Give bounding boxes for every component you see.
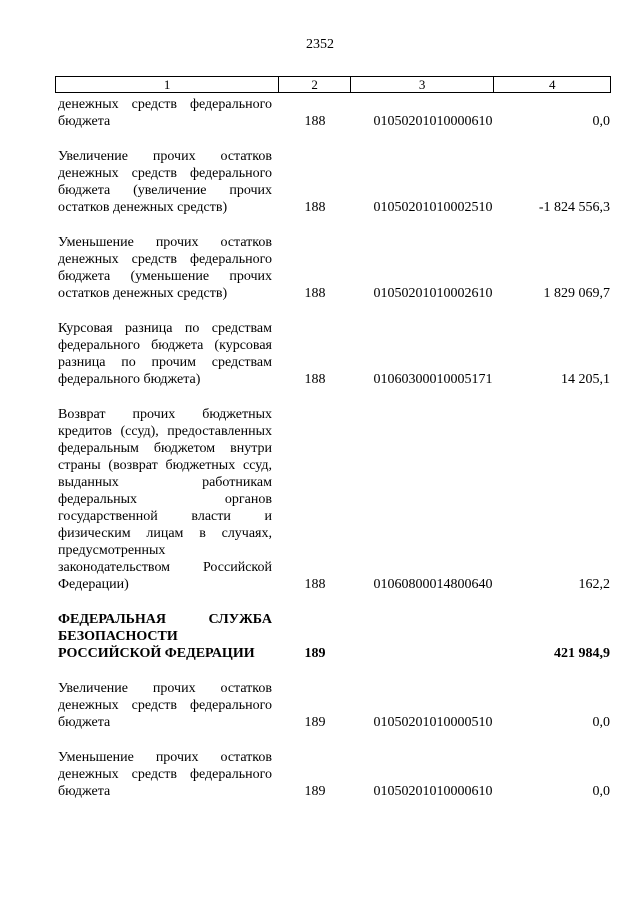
page-number: 2352: [306, 37, 334, 52]
row-amount: 1 829 069,7: [543, 286, 610, 301]
section-total-amount: 421 984,9: [554, 646, 610, 661]
row-kbk: 01050201010002610: [373, 286, 493, 301]
row-name: Увеличение прочих остатков денежных средств федерального бюджета (увеличение прочих остатков денежных средств): [58, 149, 272, 215]
row-amount: -1 824 556,3: [538, 200, 610, 215]
row-kbk: 01050201010002510: [373, 200, 493, 215]
row-kbk: 01050201010000510: [373, 715, 493, 730]
table-row: [58, 234, 610, 302]
row-name: Уменьшение прочих остатков денежных средств федерального бюджета (уменьшение прочих остатков денежных средств): [58, 235, 272, 301]
table-row: [58, 148, 610, 216]
header-col-4: 4: [493, 77, 610, 92]
row-code: 188: [304, 372, 326, 387]
row-code: 189: [304, 784, 326, 799]
row-name: Возврат прочих бюджетных кредитов (ссуд), предоставленных федеральным бюджетом внутри страны (возврат бюджетных ссуд, выданных работникам федеральных органов государственной власти и физическим лицам в случаях, предусмотренных законодательством Российской Федерации): [58, 407, 272, 592]
row-code: 188: [304, 577, 326, 592]
row-name: Увеличение прочих остатков денежных средств федерального бюджета: [58, 681, 272, 730]
row-amount: 0,0: [592, 715, 610, 730]
table-row-section-heading: [58, 611, 610, 662]
row-amount: 0,0: [592, 784, 610, 799]
row-name: Уменьшение прочих остатков денежных средств федерального бюджета: [58, 750, 272, 799]
table-row: [58, 320, 610, 388]
table-row: [58, 680, 610, 731]
row-amount: 0,0: [592, 114, 610, 129]
row-name: Курсовая разница по средствам федерального бюджета (курсовая разница по прочим средствам федерального бюджета): [58, 321, 272, 387]
table-row: [58, 749, 610, 800]
section-heading-name: ФЕДЕРАЛЬНАЯ СЛУЖБА БЕЗОПАСНОСТИ РОССИЙСКОЙ ФЕДЕРАЦИИ: [58, 612, 272, 661]
row-code: 189: [304, 646, 326, 661]
row-code: 188: [304, 200, 326, 215]
table-body: [58, 96, 610, 818]
table-row: [58, 406, 610, 593]
table-row: [58, 96, 610, 130]
row-kbk: 01050201010000610: [373, 114, 493, 129]
header-col-1: 1: [163, 77, 171, 92]
row-code: 189: [304, 715, 326, 730]
row-name: денежных средств федерального бюджета: [58, 97, 272, 129]
header-col-2: 2: [278, 77, 350, 92]
row-kbk: 01060300010005171: [373, 372, 493, 387]
row-amount: 162,2: [578, 577, 610, 592]
row-amount: 14 205,1: [561, 372, 610, 387]
row-code: 188: [304, 286, 326, 301]
row-kbk: 01060800014800640: [373, 577, 493, 592]
header-col-3: 3: [350, 77, 493, 92]
row-code: 188: [304, 114, 326, 129]
row-kbk: 01050201010000610: [373, 784, 493, 799]
table-header: [55, 76, 611, 93]
